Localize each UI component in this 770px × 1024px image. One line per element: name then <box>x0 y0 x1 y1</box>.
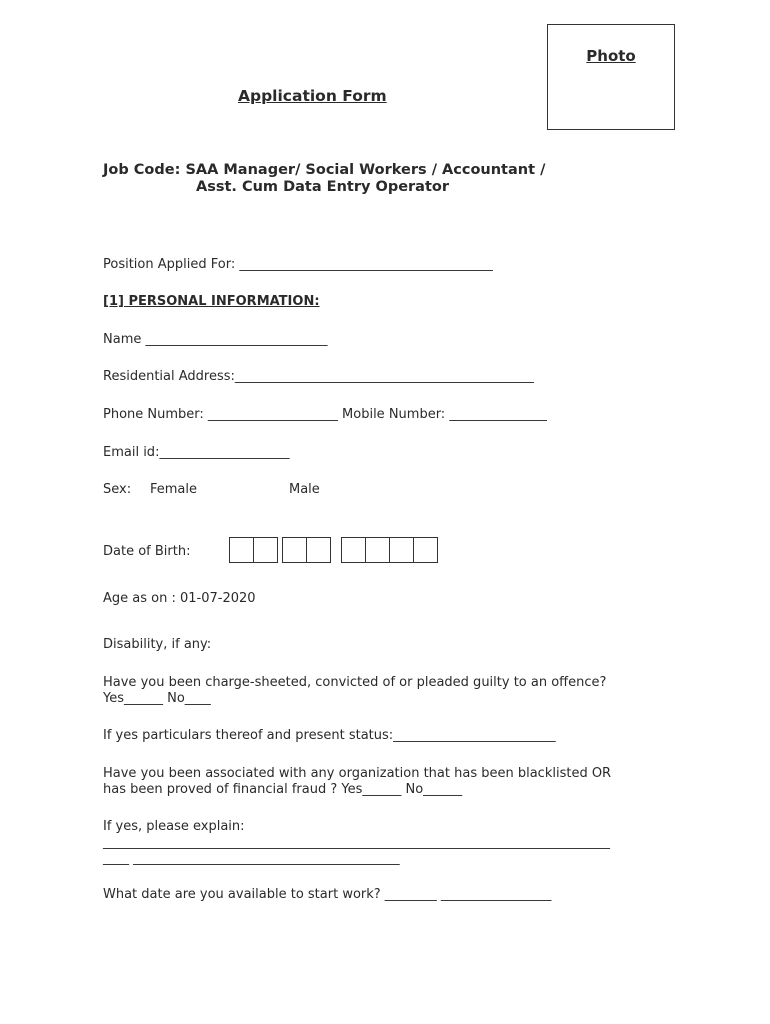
job-code <box>103 162 545 196</box>
dob-cell[interactable] <box>366 538 390 562</box>
disability-field[interactable]: Disability, if any: <box>103 637 212 652</box>
dob-month-group[interactable] <box>282 537 331 563</box>
sex-label: Sex: <box>103 482 132 497</box>
start-work-field[interactable]: What date are you available to start work? ________ _________________ <box>103 887 552 902</box>
explain-label: If yes, please explain: <box>103 819 245 834</box>
dob-year-group[interactable] <box>341 537 438 563</box>
email-field[interactable]: Email id:____________________ <box>103 445 290 460</box>
dob-input-boxes[interactable] <box>229 537 442 563</box>
dob-label: Date of Birth: <box>103 544 191 559</box>
sex-option-male[interactable]: Male <box>289 482 320 497</box>
offence-question: Have you been charge-sheeted, convicted of or pleaded guilty to an offence? <box>103 675 607 690</box>
job-code-line2: Asst. Cum Data Entry Operator <box>196 179 450 195</box>
residential-address-field[interactable]: Residential Address:______________________________________________ <box>103 369 534 384</box>
offence-answer[interactable]: Yes______ No____ <box>103 691 211 706</box>
blacklist-answer[interactable]: has been proved of financial fraud ? Yes______ No______ <box>103 782 463 797</box>
dob-cell[interactable] <box>254 538 277 562</box>
dob-cell[interactable] <box>283 538 307 562</box>
dob-cell[interactable] <box>230 538 254 562</box>
dob-day-group[interactable] <box>229 537 278 563</box>
dob-cell[interactable] <box>307 538 330 562</box>
name-field[interactable]: Name ____________________________ <box>103 332 328 347</box>
dob-cell[interactable] <box>342 538 366 562</box>
explain-line[interactable]: ______________________________________________________________________________ <box>103 835 610 850</box>
position-applied-field[interactable]: Position Applied For: _______________________________________ <box>103 257 493 272</box>
dob-cell[interactable] <box>390 538 414 562</box>
photo-box[interactable] <box>547 24 675 130</box>
blacklist-question: Have you been associated with any organization that has been blacklisted OR <box>103 766 612 781</box>
section-personal-information: [1] PERSONAL INFORMATION: <box>103 294 320 309</box>
explain-line[interactable]: ____ _________________________________________ <box>103 851 400 866</box>
photo-label: Photo <box>586 47 636 65</box>
dob-cell[interactable] <box>414 538 437 562</box>
job-code-line1: Job Code: SAA Manager/ Social Workers / Accountant / <box>103 162 546 178</box>
age-as-on: Age as on : 01-07-2020 <box>103 591 256 606</box>
form-title: Application Form <box>238 87 387 105</box>
sex-option-female[interactable]: Female <box>150 482 198 497</box>
particulars-field[interactable]: If yes particulars thereof and present status:_________________________ <box>103 728 556 743</box>
phone-mobile-field[interactable]: Phone Number: ____________________ Mobile Number: _______________ <box>103 407 547 422</box>
